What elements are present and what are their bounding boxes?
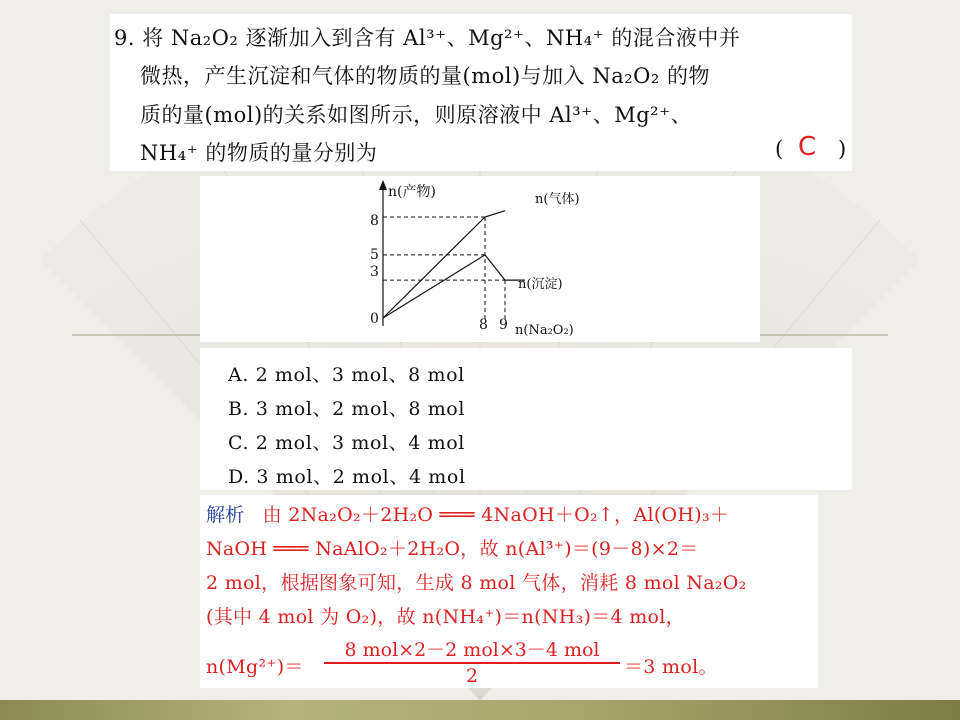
x-tick-label: 9 [499, 317, 508, 333]
question-panel [110, 14, 852, 171]
precipitate-curve [383, 255, 525, 318]
y-axis-label: n(产物) [388, 184, 436, 200]
fraction-numerator: 8 mol×2－2 mol×3－4 mol [344, 639, 600, 661]
graph-svg [200, 176, 760, 342]
option-c: C. 2 mol、3 mol、4 mol [228, 432, 465, 454]
gas-curve-label: n(气体) [535, 192, 580, 207]
x-tick-label: 8 [479, 317, 488, 333]
question-line: 质的量(mol)的关系如图所示，则原溶液中 Al³⁺、Mg²⁺、 [140, 103, 693, 127]
analysis-text: 由 2Na₂O₂＋2H₂O ═══ 4NaOH＋O₂↑，Al(OH)₃＋ [262, 504, 730, 526]
options-panel [200, 348, 852, 490]
option-d: D. 3 mol、2 mol、4 mol [228, 466, 466, 488]
graph-panel [200, 176, 760, 342]
analysis-line-2: NaOH ═══ NaAlO₂＋2H₂O，故 n(Al³⁺)＝(9－8)×2＝ [206, 538, 699, 560]
analysis-line-3: 2 mol，根据图象可知，生成 8 mol 气体，消耗 8 mol Na₂O₂ [206, 572, 747, 594]
answer-paren-close: ) [838, 137, 847, 161]
question-line: 微热，产生沉淀和气体的物质的量(mol)与加入 Na₂O₂ 的物 [140, 64, 710, 88]
fraction-bar [324, 662, 620, 664]
option-a: A. 2 mol、3 mol、8 mol [228, 364, 465, 386]
x-axis-label: n(Na₂O₂) [515, 323, 574, 338]
analysis-mg-suffix: ＝3 mol。 [624, 656, 718, 678]
y-tick-label: 8 [370, 213, 379, 229]
fraction-denominator: 2 [465, 665, 479, 687]
question-line: 9. 将 Na₂O₂ 逐渐加入到含有 Al³⁺、Mg²⁺、NH₄⁺ 的混合液中并 [114, 26, 741, 50]
analysis-mg-prefix: n(Mg²⁺)＝ [206, 656, 304, 678]
y-tick-label: 5 [370, 247, 379, 263]
answer-letter: C [798, 132, 817, 162]
gas-curve [383, 211, 505, 318]
answer-paren-open: ( [775, 137, 784, 161]
y-tick-label: 0 [370, 311, 379, 327]
analysis-panel [200, 495, 818, 688]
y-axis-arrow-icon [379, 180, 387, 190]
option-b: B. 3 mol、2 mol、8 mol [228, 398, 466, 420]
analysis-line-4: (其中 4 mol 为 O₂)，故 n(NH₄⁺)＝n(NH₃)＝4 mol， [206, 606, 685, 628]
analysis-label: 解析 [206, 504, 245, 526]
precipitate-curve-label: n(沉淀) [518, 277, 563, 292]
y-tick-label: 3 [370, 264, 379, 280]
analysis-line-1 [206, 500, 729, 527]
bottom-bar [0, 700, 960, 720]
question-line: NH₄⁺ 的物质的量分别为 [140, 141, 378, 165]
